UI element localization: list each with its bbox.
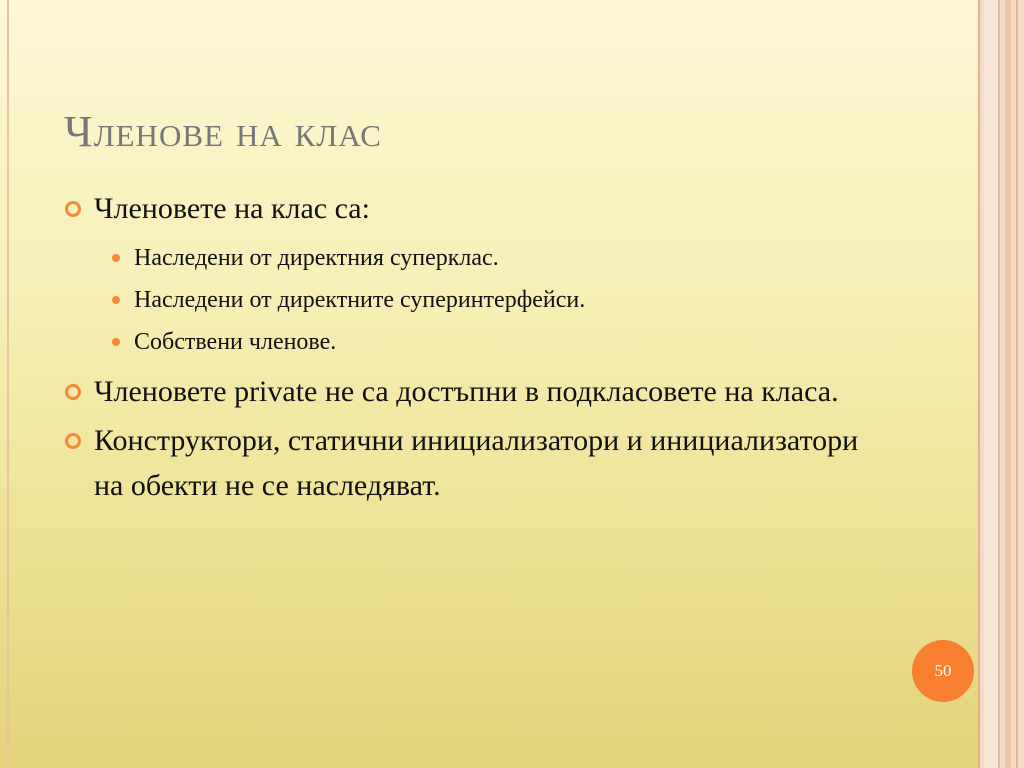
bullet-text: Членовете на клас са: [94,192,370,225]
sub-bullet-item [106,321,894,363]
decor-stripe [1016,0,1018,768]
sub-bullet-item [106,237,894,279]
page-number: 50 [934,661,952,680]
bullet-text: Конструктори, статични инициализатори и инициализатори на обекти не се наследяват. [94,424,859,502]
decor-stripe [1005,0,1011,768]
sub-bullet-text: Наследени от директния суперклас. [134,245,499,271]
page-number-badge [912,640,974,702]
bullet-item [64,418,894,508]
dot-bullet-icon [112,338,120,346]
sub-bullet-text: Собствени членове. [134,329,337,355]
bullet-item [64,186,894,231]
right-decorative-band [978,0,1024,768]
decor-stripe [978,0,980,768]
decor-stripe [998,0,1000,768]
ring-bullet-icon [65,433,81,449]
dot-bullet-icon [112,296,120,304]
left-border-line [7,0,9,768]
sub-bullet-text: Наследени от директните суперинтерфейси. [134,287,586,313]
sub-bullet-item [106,279,894,321]
ring-bullet-icon [65,201,81,217]
decor-stripe [984,0,998,768]
slide-content [64,186,894,508]
bullet-item [64,369,894,414]
slide-title: Членове на клас [64,107,382,156]
ring-bullet-icon [65,384,81,400]
dot-bullet-icon [112,254,120,262]
sub-bullet-list [106,237,894,363]
bullet-text: Членовете private не са достъпни в подкласовете на класа. [94,375,839,408]
